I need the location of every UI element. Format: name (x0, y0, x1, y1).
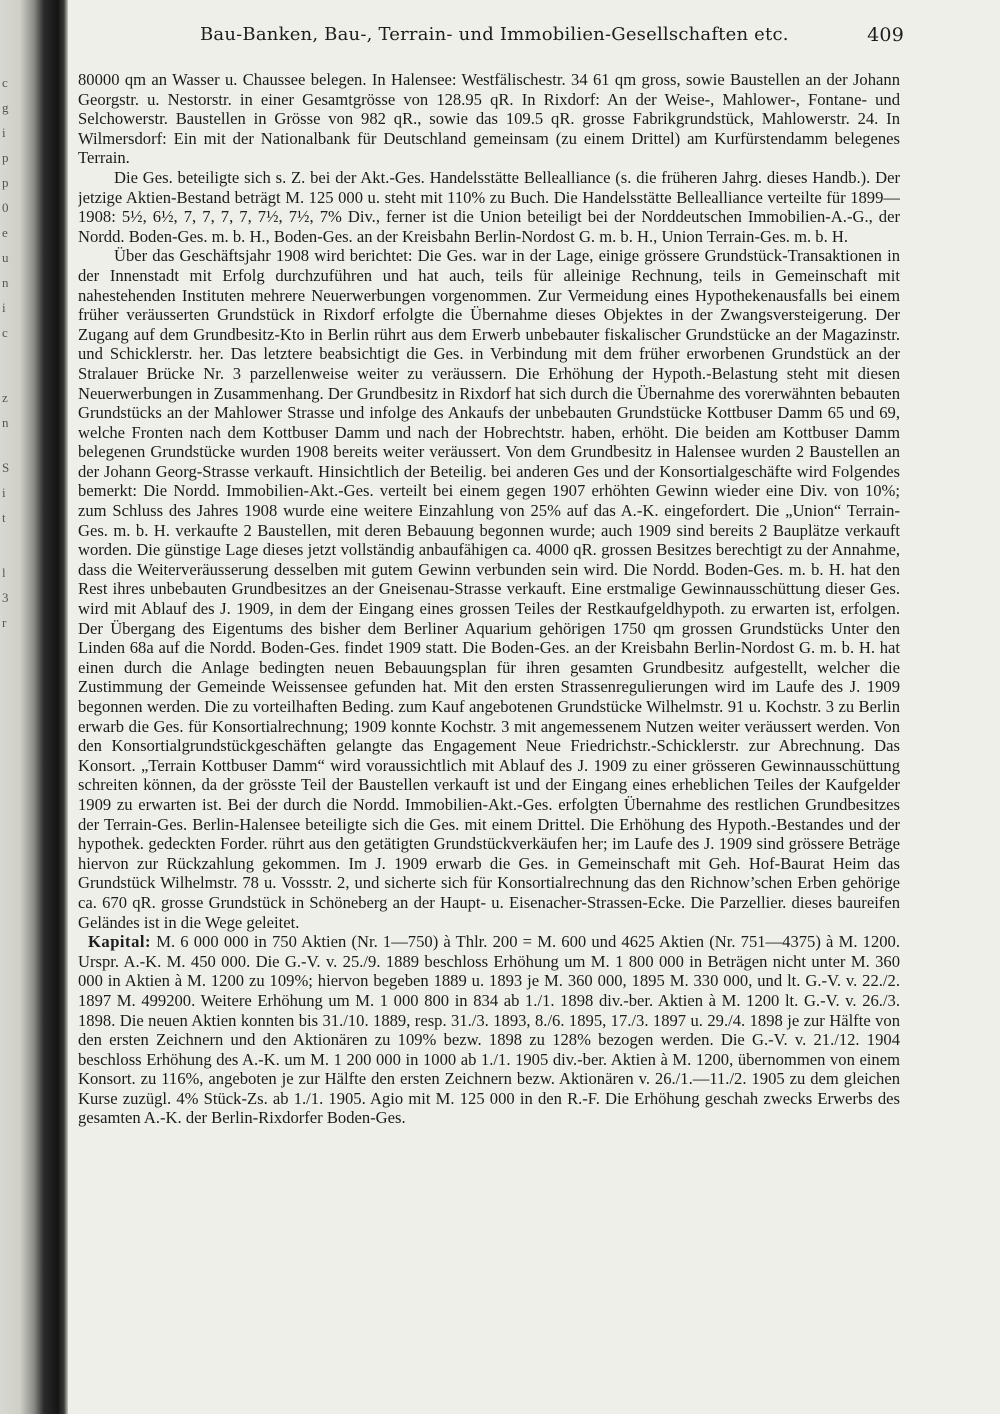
kapital-text: M. 6 000 000 in 750 Aktien (Nr. 1—750) à Thlr. 200 = M. 600 und 4625 Aktien (Nr. 751—4375) à M. 1200. Urspr. A.-K. M. 450 000. Die G.-V. v. 25./9. 1889 beschloss Erhöhung um M. 1 800 000 in Beträgen nicht unter M. 360 000 in Aktien à M. 1200 zu 109%; hiervon begeben 1889 u. 1893 je M. 360 000, 1895 M. 330 000, und lt. G.-V. v. 22./2. 1897 M. 499200. Weitere Erhöhung um M. 1 000 800 in 834 ab 1./1. 1898 div.-ber. Aktien à M. 1200 lt. G.-V. v. 26./3. 1898. Die neuen Aktien konnten bis 31./10. 1889, resp. 31./3. 1893, 8./6. 1895, 17./3. 1897 u. 29./4. 1898 je zur Hälfte von den ersten Zeichnern und den Aktionären zu 109% bezw. 1898 zu 128% bezogen werden. Die G.-V. v. 21./12. 1904 beschloss Erhöhung des A.-K. um M. 1 200 000 in 1000 ab 1./1. 1905 div.-ber. Aktien à M. 1200, übernommen von einem Konsort. zu 116%, angeboten je zur Hälfte den ersten Zeichnern bezw. Aktionären v. 26./1.—11./2. 1905 zu dem gleichen Kurse zuzügl. 4% Stück-Zs. ab 1./1. 1905. Agio mit M. 125 000 in den R.-F. Die Erhöhung geschah zwecks Erwerbs des gesamten A.-K. der Berlin-Rixdorfer Boden-Ges. (78, 932, 900, 1128)
kapital-label: Kapital: (88, 932, 152, 952)
page-body (78, 70, 900, 1410)
page-header (80, 24, 904, 54)
running-title: Bau-Banken, Bau-, Terrain- und Immobilien-Gesellschaften etc. (200, 24, 789, 45)
paragraph-business-report-1908: Über das Geschäftsjahr 1908 wird berichtet: Die Ges. war in der Lage, einige grössere Grundstück-Transaktionen in der Innenstadt mit Erfolg durchzuführen und hat auch, teils für alleinige Rechnung, teils in Gemeinschaft mit nahestehenden Instituten mehrere Neuerwerbungen vorgenommen. Zur Vermeidung eines Hypothekenausfalls bei einem früher veräusserten Grundstück in Rixdorf erfolgte die Übernahme dieses Objektes in der Zwangsversteigerung. Der Zugang auf dem Grundbesitz-Kto in Berlin rührt aus dem Erwerb unbebauter fiskalischer Grundstücke an der Magazinstr. und Schicklerstr. her. Das letztere beabsichtigt die Ges. in Verbindung mit dem früher erworbenen Grundstück an der Stralauer Brücke Nr. 3 parzellenweise weiter zu veräussern. Die Erhöhung der Hypoth.-Belastung steht mit diesen Neuerwerbungen in Zusammenhang. Der Grundbesitz in Rixdorf hat sich durch die Übernahme des vorerwähnten bebauten Grundstücks an der Mahlower Strasse und infolge des Ankaufs der unbebauten Grundstücke Kottbuser Damm 65 und 69, welche Fronten nach dem Kottbuser Damm und nach der Hobrechtstr. haben, erhöht. Die beiden am Kottbuser Damm belegenen Grundstücke wurden 1908 bereits weiter veräussert. Von dem Grundbesitz in Halensee wurden 2 Baustellen an der Johann Georg-Strasse verkauft. Hinsichtlich der Beteilig. bei anderen Ges und der Konsortialgeschäfte wird Folgendes bemerkt: Die Nordd. Immobilien-Akt.-Ges. verteilt bei einem gegen 1907 erhöhten Gewinn wieder eine Div. von 10%; zum Schluss des Jahres 1908 wurde eine weitere Einzahlung von 25% auf das A.-K. eingefordert. Die „Union“ Terrain-Ges. m. b. H. verkaufte 2 Baustellen, mit deren Bebauung begonnen wurde; auch 1909 sind bereits 2 Bauplätze verkauft worden. Die günstige Lage dieses jetzt vollständig anbaufähigen ca. 4000 qR. grossen Besitzes berechtigt zu der Annahme, dass die Weiterveräusserung desselben mit gutem Gewinn verbunden sein wird. Die Nordd. Boden-Ges. m. b. H. hat den Rest ihres unbebauten Grundbesitzes an der Gneisenau-Strasse verkauft. Eine erstmalige Gewinnausschüttung dieser Ges. wird mit Ablauf des J. 1909, in dem der Eingang eines grossen Teiles der Restkaufgeldhypoth. zu erwarten ist, erfolgen. Der Übergang des Eigentums des bisher dem Berliner Aquarium gehörigen 1750 qm grossen Grundstücks Unter den Linden 68a auf die Nordd. Boden-Ges. findet 1909 statt. Die Boden-Ges. an der Kreisbahn Berlin-Nordost G. m. b. H. hat einen durch die Anlage bedingten neuen Bebauungsplan für ihren gesamten Grundbesitz aufgestellt, welcher die Zustimmung der Gemeinde Weissensee gefunden hat. Mit den ersten Strassenregulierungen wird im Laufe des J. 1909 begonnen werden. Die zu vorteilhaften Beding. zum Kauf angebotenen Grundstücke Wilhelmstr. 91 u. Kochstr. 3 zu Berlin erwarb die Ges. für Konsortialrechnung; 1909 konnte Kochstr. 3 mit angemessenem Nutzen weiter veräussert werden. Von den Konsortialgrundstückgeschäften gelangte das Engagement Neue Friedrichstr.-Schicklerstr. zur Abrechnung. Das Konsort. „Terrain Kottbuser Damm“ wird voraussichtlich mit Ablauf des J. 1909 zu einer grösseren Gewinnausschüttung schreiten können, da der grösste Teil der Baustellen verkauft ist und der Eingang eines erheblichen Teiles der Kaufgelder 1909 zu erwarten ist. Bei der durch die Nordd. Immobilien-Akt.-Ges. erfolgten Übernahme des restlichen Grundbesitzes der Terrain-Ges. Berlin-Halensee beteiligte sich die Ges. mit einem Drittel. Die Erhöhung des Hypoth.-Bestandes und der hypothek. gedeckten Forder. rührt aus den getätigten Grundstückverkäufen her; im Laufe des J. 1909 sind grössere Beträge hiervon zur Rückzahlung gekommen. Im J. 1909 erwarb die Ges. in Gemeinschaft mit Geh. Hof-Baurat Heim das Grundstück Wilhelmstr. 78 u. Vossstr. 2, und sicherte sich für Konsortialrechnung das den Richnow’schen Erben gehörige ca. 670 qR. grosse Grundstück in Schöneberg an der Haupt- u. Eisenacher-Strassen-Ecke. Die Parzellier. dieses baureifen Geländes ist in die Wege geleitet. (78, 246, 900, 932)
facing-page-fragment: c g i p p 0 e u n i c z n S i t l 3 r (2, 75, 10, 630)
paragraph-kapital (78, 932, 900, 1128)
paragraph-participations: Die Ges. beteiligte sich s. Z. bei der Akt.-Ges. Handelsstätte Bellealliance (s. die früheren Jahrg. dieses Handb.). Der jetzige Aktien-Bestand beträgt M. 125 000 u. steht mit 110% zu Buch. Die Handelsstätte Bellealliance verteilte für 1899—1908: 5½, 6½, 7, 7, 7, 7, 7½, 7½, 7% Div., ferner ist die Union beteiligt bei der Norddeutschen Immobilien-A.-G., der Nordd. Boden-Ges. m. b. H., Boden-Ges. an der Kreisbahn Berlin-Nordost G. m. b. H., Union Terrain-Ges. m. b. H. (78, 167, 900, 246)
paragraph-properties: 80000 qm an Wasser u. Chaussee belegen. In Halensee: Westfälischestr. 34 61 qm gross, sowie Baustellen an der Johann Georgstr. u. Nestorstr. in einer Gesamtgrösse von 128.95 qR. In Rixdorf: An der Weise-, Mahlower-, Fontane- und Selchowerstr. Baustellen in Grösse von 982 qR., sowie das 109.5 qR. grosse Fabrikgrundstück, Mahlowerstr. 24. In Wilmersdorf: Ein mit der Nationalbank für Deutschland gemeinsam (zu einem Drittel) am Kurfürstendamm belegenes Terrain. (78, 70, 900, 168)
page-number: 409 (867, 24, 904, 46)
